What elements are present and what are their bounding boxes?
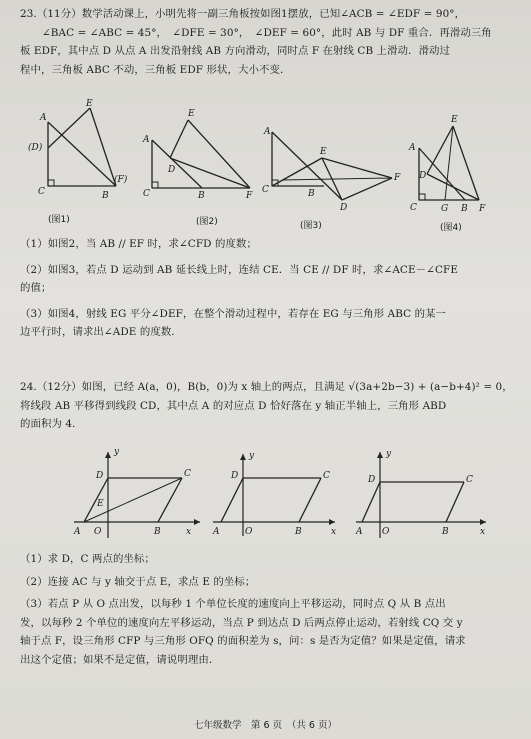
figure-3-diagram (262, 100, 402, 215)
label-B: B (102, 191, 109, 201)
q23-part-2-line-2: 的值； (20, 282, 52, 294)
label-C: C (143, 189, 150, 199)
label-A: A (40, 113, 47, 123)
label-E: E (320, 147, 327, 157)
label-F: F (246, 191, 253, 201)
label-F: F (479, 204, 486, 214)
figure-4-caption: (图4) (440, 223, 462, 233)
q23-intro-line-1: 23.（11分）数学活动课上，小明先将一副三角板按如图1摆放，已知∠ACB = ∠EDF = 90°， (20, 8, 466, 20)
q23-parts (20, 235, 516, 342)
label-E: E (97, 499, 104, 509)
label-A: A (409, 143, 416, 153)
figure-3 (262, 100, 402, 219)
label-x: x (186, 527, 192, 537)
page-footer: 七年级数学 第 6 页 （共 6 页） (194, 720, 337, 731)
label-E: E (451, 115, 458, 125)
q24-intro-line-3: 的面积为 4． (20, 418, 83, 430)
q24-figure-1-diagram (70, 448, 205, 543)
label-O: O (94, 527, 102, 537)
q23-part-2-line-1: （2）如图3，若点 D 运动到 AB 延长线上时，连结 CE．当 CE // DF 时，求∠ACE－∠CFE (20, 263, 458, 276)
q24-intro-line-2: 将线段 AB 平移得到线段 CD，其中点 A 的对应点 D 恰好落在 y 轴正半轴上，三角形 ABD (20, 399, 447, 412)
label-C: C (38, 187, 45, 197)
label-D: D (168, 165, 176, 175)
q23-intro-line-4: 程中，三角板 ABC 不动，三角板 EDF 形状，大小不变． (20, 63, 291, 76)
q24-intro-line-1: 24.（12分）如图，已经 A(a，0)，B(b，0)为 x 轴上的两点，且满足 √(3a+2b−3) + (a−b+4)² = 0， (20, 381, 513, 393)
q23-part-3-line-2: 边平行时，请求出∠ADE 的度数． (20, 326, 182, 338)
label-y: y (114, 447, 120, 457)
label-x: x (331, 527, 337, 537)
label-E: E (188, 109, 195, 119)
figure-3-caption: (图3) (300, 221, 322, 231)
label-B: B (461, 204, 468, 214)
question-24 (20, 378, 516, 434)
label-y: y (386, 449, 392, 459)
q24-part-3-line-2: 发，以每秒 2 个单位的速度向左平移运动，当点 P 到达点 D 后两点停止运动，若射线 CQ 交 y (20, 616, 463, 629)
figure-4 (405, 115, 505, 217)
label-F: F (394, 173, 401, 183)
label-C: C (466, 475, 473, 485)
label-D: D (96, 471, 104, 481)
label-B: B (295, 527, 302, 537)
figure-2 (140, 100, 260, 204)
q23-intro-line-3: 板 EDF，其中点 D 从点 A 出发沿射线 AB 方向滑动，同时点 F 在射线 CB 上滑动．滑动过 (20, 45, 451, 57)
figure-2-diagram (140, 100, 260, 200)
label-B: B (154, 527, 161, 537)
label-A: A (356, 527, 363, 537)
q24-figure-3 (356, 448, 496, 547)
q24-part-2: （2）连接 AC 与 y 轴交于点 E，求点 E 的坐标； (20, 575, 256, 588)
label-C: C (184, 469, 191, 479)
figure-1-caption: (图1) (48, 215, 70, 225)
label-x: x (480, 527, 486, 537)
q24-figure-2-diagram (213, 450, 343, 540)
label-C: C (410, 203, 417, 213)
label-C: C (262, 185, 269, 195)
q23-intro-line-2: ∠BAC = ∠ABC = 45°， ∠DFE = 30°， ∠DEF = 60°，此时 AB 与 DF 重合．再滑动三角 (42, 26, 492, 39)
label-O: O (382, 527, 390, 537)
label-B: B (308, 189, 315, 199)
label-A: A (143, 135, 150, 145)
label-D: D (419, 171, 427, 181)
q24-parts (20, 550, 516, 669)
figure-1-diagram (30, 100, 140, 200)
label-A: A (264, 127, 271, 137)
label-y: y (249, 451, 255, 461)
label-B: B (198, 191, 205, 201)
q23-part-3-line-1: （3）如图4，射线 EG 平分∠DEF，在整个滑动过程中，若存在 EG 与三角形 ABC 的某一 (20, 307, 447, 320)
label-F-paren: (F) (114, 175, 128, 185)
q24-part-3-line-4: 出这个定值；如果不是定值，请说明理由． (20, 653, 220, 666)
question-23 (20, 5, 516, 79)
q23-part-1: （1）如图2，当 AB // EF 时，求∠CFD 的度数； (20, 238, 257, 250)
q24-figure-3-diagram (356, 448, 496, 543)
label-E: E (86, 99, 93, 109)
label-O: O (245, 527, 253, 537)
label-D: D (231, 471, 239, 481)
figure-1 (30, 100, 140, 204)
q24-part-1: （1）求 D，C 两点的坐标； (20, 553, 155, 565)
label-D-paren: (D) (28, 143, 43, 153)
q24-part-3-line-1: （3）若点 P 从 O 点出发，以每秒 1 个单位长度的速度向上平移运动，同时点 Q 从 B 点出 (20, 598, 446, 610)
figure-2-caption: (图2) (196, 217, 218, 227)
label-A: A (213, 527, 220, 537)
q24-figure-2 (213, 450, 343, 544)
q24-part-3-line-3: 轴于点 F，设三角形 CFP 与三角形 OFQ 的面积差为 s，问：s 是否为定值？如果是定值，请求 (20, 635, 466, 647)
label-C: C (323, 471, 330, 481)
label-A: A (74, 527, 81, 537)
label-B: B (442, 527, 449, 537)
q24-figure-1 (70, 448, 205, 547)
label-G: G (441, 204, 449, 214)
label-D: D (340, 203, 348, 213)
label-D: D (368, 475, 376, 485)
figure-4-diagram (405, 115, 505, 214)
